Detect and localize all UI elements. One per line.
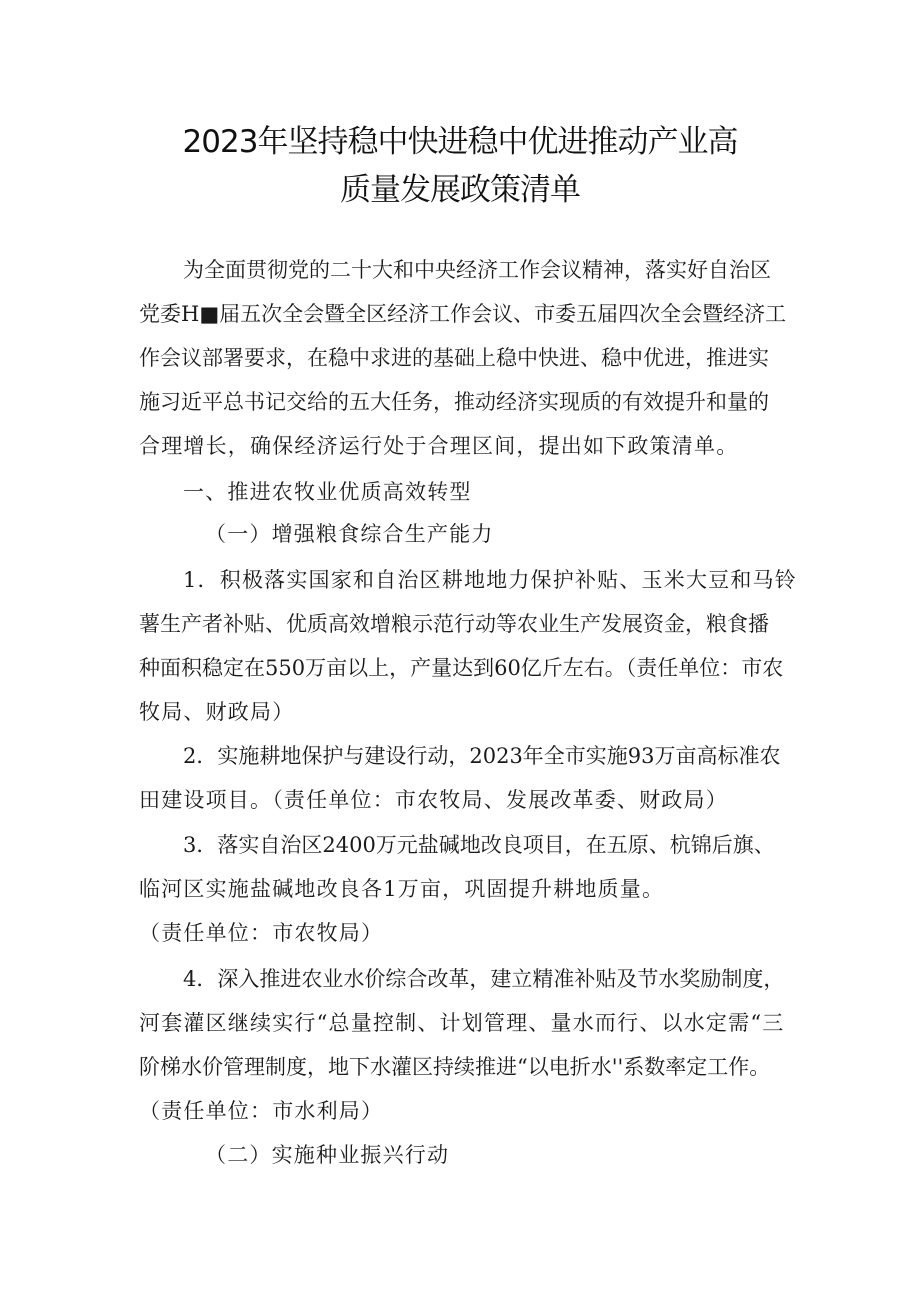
item-2-line: 2．实施耕地保护与建设行动，2023年全市实施93万亩高标准农 bbox=[183, 744, 781, 768]
item-1-line: 牧局、财政局） bbox=[139, 700, 295, 724]
intro-paragraph-line: 党委H■届五次全会暨全区经济工作会议、市委五届四次全会暨经济工 bbox=[139, 302, 787, 326]
item-3-line: 3．落实自治区2400万元盐碱地改良项目，在五原、杭锦后旗、 bbox=[183, 833, 775, 857]
document-title-line-1: 2023年坚持稳中快进稳中优进推动产业高 bbox=[182, 124, 738, 160]
document-title-line-2: 质量发展政策清单 bbox=[340, 172, 580, 208]
item-4-line: 阶梯水价管理制度，地下水灌区持续推进“以电折水''系数率定工作。 bbox=[139, 1055, 771, 1079]
item-4-line: 河套灌区继续实行“总量控制、计划管理、量水而行、以水定需“三 bbox=[139, 1011, 785, 1035]
item-2-line: 田建设项目。（责任单位：市农牧局、发展改革委、财政局） bbox=[139, 788, 728, 812]
item-3-line: 临河区实施盐碱地改良各1万亩，巩固提升耕地质量。 bbox=[139, 877, 665, 901]
item-1-line: 薯生产者补贴、优质高效增粮示范行动等农业生产发展资金，粮食播 bbox=[139, 612, 769, 636]
intro-paragraph-line: 施习近平总书记交给的五大任务，推动经济实现质的有效提升和量的 bbox=[139, 390, 769, 414]
intro-paragraph-line: 为全面贯彻党的二十大和中央经济工作会议精神，落实好自治区 bbox=[183, 258, 771, 282]
subsection-heading-2: （二）实施种业振兴行动 bbox=[205, 1143, 450, 1167]
item-1-line: 1．积极落实国家和自治区耕地地力保护补贴、玉米大豆和马铃 bbox=[183, 568, 797, 592]
item-4-responsibility: （责任单位：市水利局） bbox=[139, 1099, 384, 1123]
intro-paragraph-line: 作会议部署要求，在稳中求进的基础上稳中快进、稳中优进，推进实 bbox=[139, 346, 769, 370]
intro-paragraph-line: 合理增长，确保经济运行处于合理区间，提出如下政策清单。 bbox=[139, 434, 739, 458]
item-1-line: 种面积稳定在550万亩以上，产量达到60亿斤左右。（责任单位：市农 bbox=[139, 656, 784, 680]
item-3-responsibility: （责任单位：市农牧局） bbox=[139, 921, 384, 945]
item-4-line: 4．深入推进农业水价综合改革，建立精准补贴及节水奖励制度， bbox=[183, 967, 785, 991]
section-heading-1: 一、推进农牧业优质高效转型 bbox=[183, 480, 472, 504]
subsection-heading-1: （一）增强粮食综合生产能力 bbox=[205, 522, 494, 546]
